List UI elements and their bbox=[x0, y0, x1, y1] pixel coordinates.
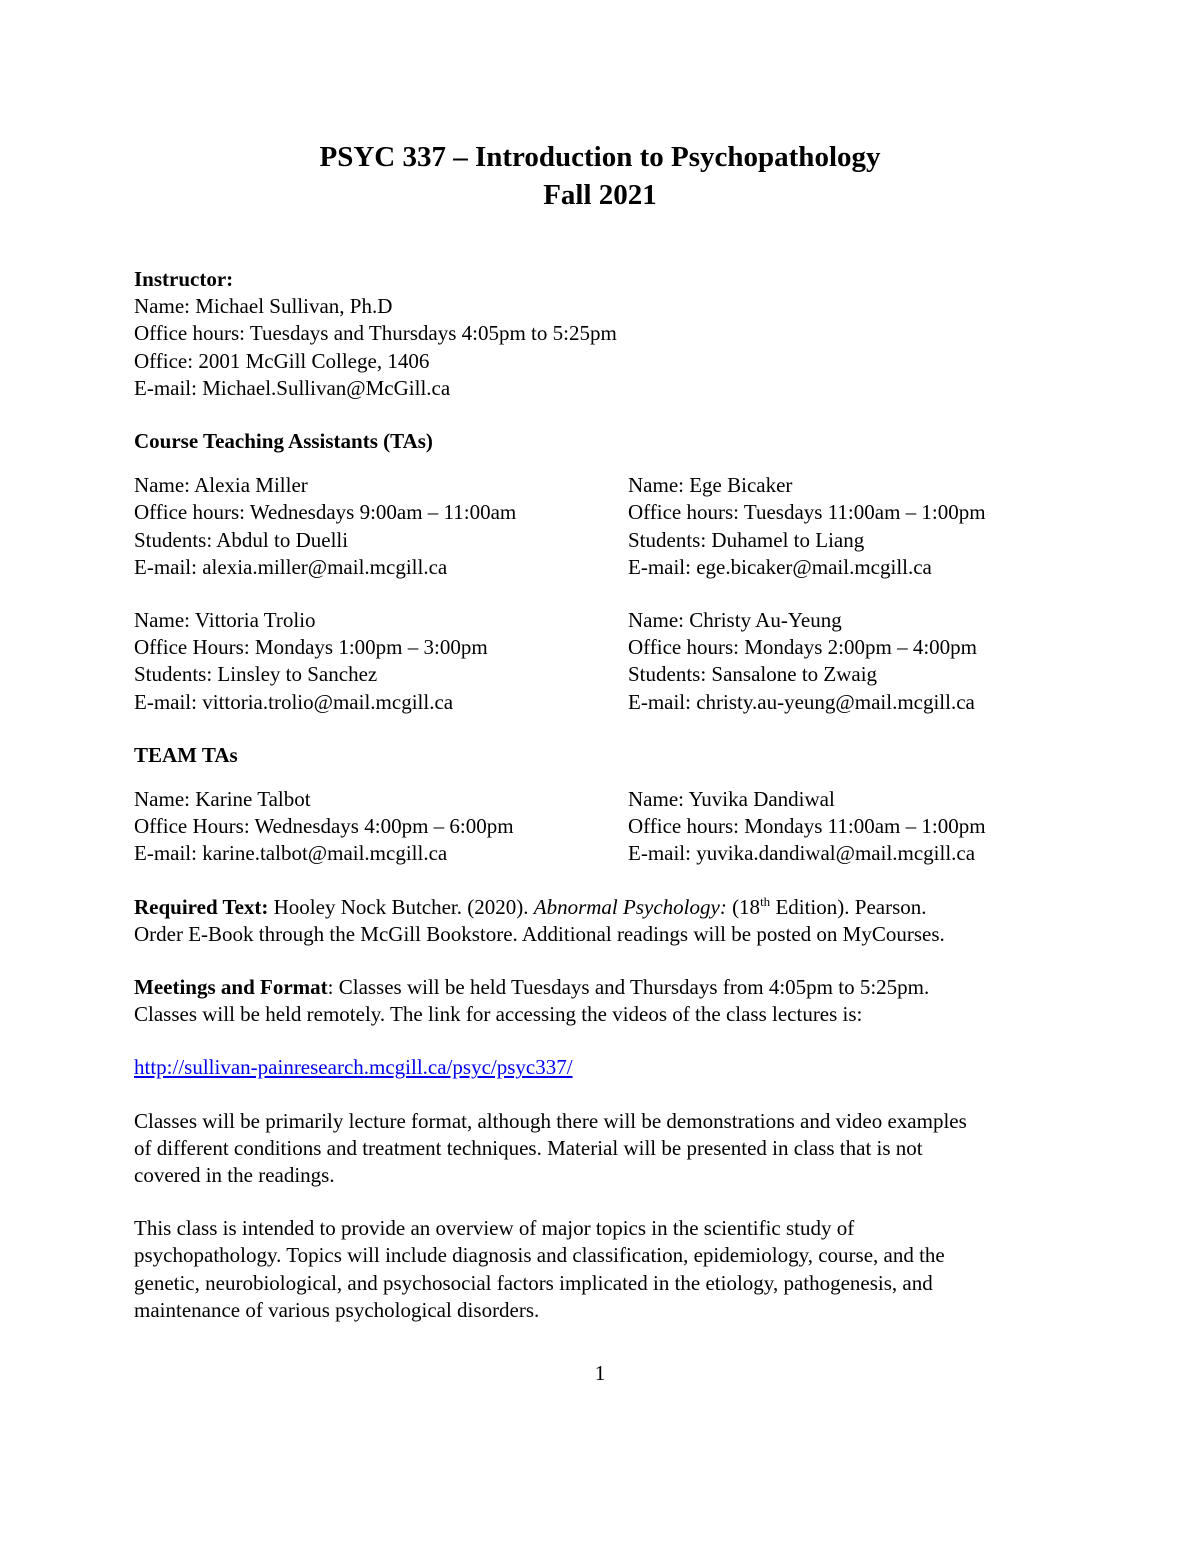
ta-email: E-mail: vittoria.trolio@mail.mcgill.ca bbox=[134, 689, 454, 714]
paragraph-line: psychopathology. Topics will include diagnosis and classification, epidemiology, course, and the bbox=[134, 1243, 945, 1268]
ta-card bbox=[134, 607, 628, 716]
meetings-section bbox=[134, 974, 1084, 1028]
team-ta-card bbox=[628, 786, 1084, 868]
team-tas-heading: TEAM TAs bbox=[134, 742, 238, 767]
team-ta-email: E-mail: yuvika.dandiwal@mail.mcgill.ca bbox=[628, 841, 976, 866]
page-number: 1 bbox=[594, 1361, 606, 1385]
required-text-section bbox=[134, 894, 1084, 948]
team-ta-email: E-mail: karine.talbot@mail.mcgill.ca bbox=[134, 841, 448, 866]
ta-email: E-mail: ege.bicaker@mail.mcgill.ca bbox=[628, 554, 932, 579]
ta-office-hours: Office hours: Wednesdays 9:00am – 11:00am bbox=[134, 500, 517, 525]
term-title: Fall 2021 bbox=[543, 179, 657, 211]
overview-paragraph bbox=[134, 1215, 1084, 1324]
ta-email: E-mail: christy.au-yeung@mail.mcgill.ca bbox=[628, 689, 975, 714]
required-text-authors: Hooley Nock Butcher. (2020). bbox=[268, 894, 534, 919]
paragraph-line: of different conditions and treatment techniques. Material will be presented in class that is not bbox=[134, 1135, 923, 1160]
required-text-book-title: Abnormal Psychology: bbox=[533, 894, 727, 919]
ta-name: Name: Vittoria Trolio bbox=[134, 608, 316, 633]
format-paragraph bbox=[134, 1108, 1084, 1190]
team-ta-office-hours: Office hours: Mondays 11:00am – 1:00pm bbox=[628, 814, 986, 839]
instructor-office: Office: 2001 McGill College, 1406 bbox=[134, 348, 430, 373]
team-ta-office-hours: Office Hours: Wednesdays 4:00pm – 6:00pm bbox=[134, 814, 514, 839]
instructor-office-hours: Office hours: Tuesdays and Thursdays 4:05pm to 5:25pm bbox=[134, 321, 617, 346]
paragraph-line: covered in the readings. bbox=[134, 1163, 335, 1188]
ta-row-1 bbox=[134, 472, 1084, 581]
ta-card bbox=[628, 607, 1084, 716]
instructor-section bbox=[134, 266, 1084, 402]
paragraph-line: This class is intended to provide an overview of major topics in the scientific study of bbox=[134, 1216, 855, 1241]
paragraph-line: Classes will be primarily lecture format, although there will be demonstrations and video examples bbox=[134, 1108, 967, 1133]
team-ta-row bbox=[134, 786, 1084, 868]
ta-office-hours: Office hours: Mondays 2:00pm – 4:00pm bbox=[628, 635, 978, 660]
required-text-edition-suffix: Edition). Pearson. bbox=[770, 894, 927, 919]
document-body bbox=[134, 266, 1084, 1324]
instructor-email: E-mail: Michael.Sullivan@McGill.ca bbox=[134, 375, 451, 400]
instructor-name: Name: Michael Sullivan, Ph.D bbox=[134, 294, 393, 319]
ta-name: Name: Alexia Miller bbox=[134, 473, 308, 498]
instructor-heading: Instructor: bbox=[134, 267, 234, 291]
required-text-label: Required Text: bbox=[134, 894, 269, 919]
meetings-line-1 bbox=[134, 974, 1084, 1001]
paragraph-line: genetic, neurobiological, and psychosocial factors implicated in the etiology, pathogenesis, and bbox=[134, 1270, 933, 1295]
ta-students: Students: Abdul to Duelli bbox=[134, 527, 349, 552]
ta-row-2 bbox=[134, 607, 1084, 716]
team-ta-name: Name: Yuvika Dandiwal bbox=[628, 787, 835, 812]
ta-card bbox=[628, 472, 1084, 581]
team-tas-section bbox=[134, 742, 1084, 868]
course-tas-section bbox=[134, 428, 1084, 716]
meetings-line-2: Classes will be held remotely. The link for accessing the videos of the class lectures is: bbox=[134, 1002, 863, 1027]
course-tas-heading: Course Teaching Assistants (TAs) bbox=[134, 429, 433, 454]
ta-students: Students: Sansalone to Zwaig bbox=[628, 662, 878, 687]
required-text-order-line: Order E-Book through the McGill Bookstore. Additional readings will be posted on MyCourses. bbox=[134, 921, 945, 946]
ta-students: Students: Linsley to Sanchez bbox=[134, 662, 378, 687]
ta-card bbox=[134, 472, 628, 581]
ta-email: E-mail: alexia.miller@mail.mcgill.ca bbox=[134, 554, 448, 579]
ta-name: Name: Ege Bicaker bbox=[628, 473, 793, 498]
required-text-line bbox=[134, 894, 1084, 921]
meetings-label: Meetings and Format bbox=[134, 975, 328, 1000]
required-text-edition-prefix: (18 bbox=[726, 894, 761, 919]
lecture-videos-link[interactable]: http://sullivan-painresearch.mcgill.ca/psyc/psyc337/ bbox=[134, 1055, 573, 1080]
ta-name: Name: Christy Au-Yeung bbox=[628, 608, 842, 633]
ta-office-hours: Office Hours: Mondays 1:00pm – 3:00pm bbox=[134, 635, 488, 660]
lecture-link-line bbox=[134, 1054, 1084, 1081]
ta-office-hours: Office hours: Tuesdays 11:00am – 1:00pm bbox=[628, 500, 986, 525]
ta-students: Students: Duhamel to Liang bbox=[628, 527, 865, 552]
meetings-schedule: : Classes will be held Tuesdays and Thursdays from 4:05pm to 5:25pm. bbox=[327, 975, 930, 1000]
team-ta-card bbox=[134, 786, 628, 868]
paragraph-line: maintenance of various psychological disorders. bbox=[134, 1297, 540, 1322]
course-title: PSYC 337 – Introduction to Psychopathology bbox=[319, 141, 881, 173]
document-title bbox=[0, 138, 1200, 214]
team-ta-name: Name: Karine Talbot bbox=[134, 787, 311, 812]
required-text-edition-sup: th bbox=[760, 893, 771, 909]
